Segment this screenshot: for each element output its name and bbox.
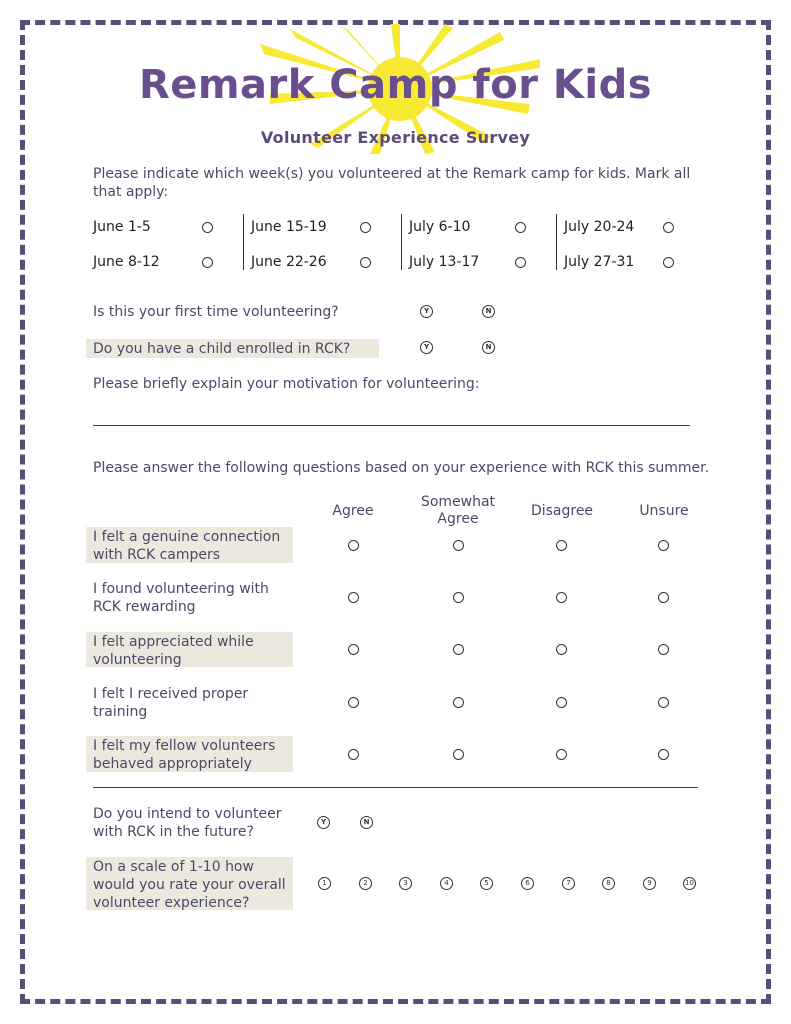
week-checkbox[interactable] (663, 222, 674, 233)
divider (243, 214, 244, 270)
somewhat-agree-radio[interactable] (453, 540, 464, 551)
motivation-answer-line[interactable] (93, 425, 690, 426)
agree-radio[interactable] (348, 592, 359, 603)
statement-text: I felt I received proper training (93, 686, 249, 720)
rating-option-9[interactable]: 9 (643, 877, 656, 890)
no-option[interactable]: N (360, 816, 373, 829)
week-checkbox[interactable] (515, 257, 526, 268)
week-checkbox[interactable] (360, 257, 371, 268)
week-checkbox[interactable] (360, 222, 371, 233)
somewhat-agree-radio[interactable] (453, 749, 464, 760)
agree-radio[interactable] (348, 540, 359, 551)
statement-text: I felt my fellow volunteers behaved appropriately (93, 738, 276, 772)
rating-option-2[interactable]: 2 (359, 877, 372, 890)
somewhat-agree-radio[interactable] (453, 697, 464, 708)
agree-radio[interactable] (348, 697, 359, 708)
column-header: Somewhat Agree (420, 494, 496, 527)
rating-option-5[interactable]: 5 (480, 877, 493, 890)
first-time-question: Is this your first time volunteering? (93, 304, 339, 320)
rating-option-4[interactable]: 4 (440, 877, 453, 890)
disagree-radio[interactable] (556, 592, 567, 603)
somewhat-agree-radio[interactable] (453, 644, 464, 655)
child-enrolled-question: Do you have a child enrolled in RCK? (93, 341, 351, 357)
column-header: Unsure (639, 503, 689, 519)
rating-option-10[interactable]: 10 (683, 877, 696, 890)
no-option[interactable]: N (482, 305, 495, 318)
week-checkbox[interactable] (663, 257, 674, 268)
no-option[interactable]: N (482, 341, 495, 354)
yes-option[interactable]: Y (317, 816, 330, 829)
experience-intro: Please answer the following questions based on your experience with RCK this summer. (93, 460, 710, 476)
week-label: July 20-24 (564, 219, 635, 235)
statement-text: I found volunteering with RCK rewarding (93, 581, 269, 615)
column-header: Disagree (530, 503, 594, 519)
future-question: Do you intend to volunteer with RCK in the future? (93, 806, 282, 840)
rating-option-3[interactable]: 3 (399, 877, 412, 890)
week-label: July 6-10 (409, 219, 471, 235)
disagree-radio[interactable] (556, 540, 567, 551)
week-checkbox[interactable] (515, 222, 526, 233)
agree-radio[interactable] (348, 749, 359, 760)
section-divider (93, 787, 698, 788)
unsure-radio[interactable] (658, 644, 669, 655)
disagree-radio[interactable] (556, 749, 567, 760)
motivation-question: Please briefly explain your motivation for volunteering: (93, 376, 480, 392)
page-title: Remark Camp for Kids (138, 62, 653, 108)
statement-text: I felt appreciated while volunteering (93, 634, 254, 668)
week-label: June 15-19 (251, 219, 327, 235)
weeks-question: Please indicate which week(s) you volunteered at the Remark camp for kids. Mark all that apply: (93, 166, 691, 200)
somewhat-agree-radio[interactable] (453, 592, 464, 603)
unsure-radio[interactable] (658, 540, 669, 551)
rating-option-7[interactable]: 7 (562, 877, 575, 890)
week-label: June 22-26 (251, 254, 327, 270)
unsure-radio[interactable] (658, 592, 669, 603)
disagree-radio[interactable] (556, 644, 567, 655)
column-header: Agree (332, 503, 374, 519)
page-subtitle: Volunteer Experience Survey (260, 128, 531, 147)
agree-radio[interactable] (348, 644, 359, 655)
divider (401, 214, 402, 270)
divider (556, 214, 557, 270)
yes-option[interactable]: Y (420, 305, 433, 318)
statement-text: I felt a genuine connection with RCK campers (93, 529, 281, 563)
week-checkbox[interactable] (202, 257, 213, 268)
rating-option-1[interactable]: 1 (318, 877, 331, 890)
rating-option-6[interactable]: 6 (521, 877, 534, 890)
week-label: July 27-31 (564, 254, 635, 270)
week-label: June 1-5 (93, 219, 151, 235)
week-label: July 13-17 (409, 254, 480, 270)
unsure-radio[interactable] (658, 749, 669, 760)
unsure-radio[interactable] (658, 697, 669, 708)
disagree-radio[interactable] (556, 697, 567, 708)
week-label: June 8-12 (93, 254, 160, 270)
rating-option-8[interactable]: 8 (602, 877, 615, 890)
yes-option[interactable]: Y (420, 341, 433, 354)
week-checkbox[interactable] (202, 222, 213, 233)
rating-question: On a scale of 1-10 how would you rate your overall volunteer experience? (93, 859, 286, 911)
